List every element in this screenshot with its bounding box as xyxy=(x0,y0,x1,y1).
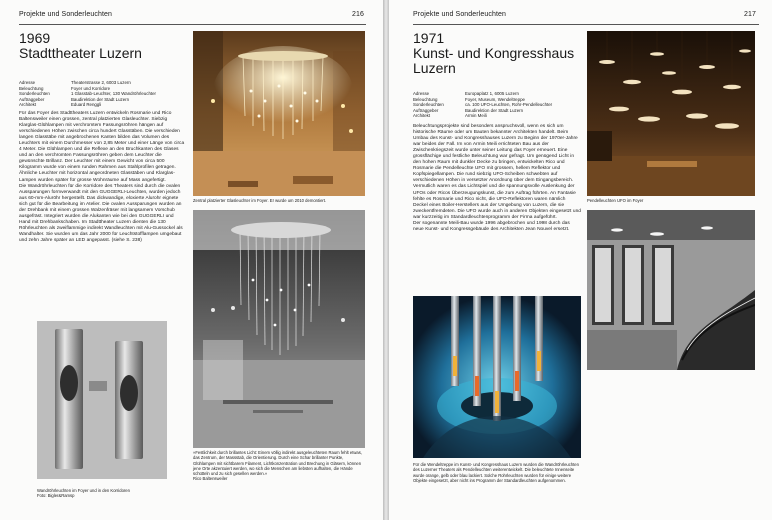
caption-top: Pendelleuchten UFO im Foyer xyxy=(587,198,644,203)
meta-row: Sonderleuchten 1 Glasstab-Leuchter, 130 Wandröhrleuchter xyxy=(19,91,157,97)
header-rule xyxy=(413,24,759,25)
running-header: Projekte und Sonderleuchten xyxy=(19,11,112,18)
page-number: 217 xyxy=(744,11,756,18)
project-title: Stadttheater Luzern xyxy=(19,45,142,61)
project-title: Kunst- und Kongresshaus Luzern xyxy=(413,45,575,76)
page-number: 216 xyxy=(352,11,364,18)
tube-pendants-photo xyxy=(413,296,581,458)
meta-row: Auftraggeber Baudirektion der Stadt Luzern xyxy=(413,107,524,113)
staircase-bw-photo xyxy=(587,210,755,370)
right-page xyxy=(389,0,772,520)
wall-tube-lights-photo xyxy=(37,321,167,479)
caption-bottom-left: Wandröhrleuchten im Foyer und in den Korridoren Foto: Bigler&Ramsp xyxy=(37,488,130,499)
meta-row: Adresse Theaterstrasse 2, 6003 Luzern xyxy=(19,80,131,85)
project-year: 1969 xyxy=(19,30,51,46)
body-text: Beleuchtungsprojekte sind besonders anspruchsvoll, wenn es sich um historische Räume oder um Bauten bekannter Architekten handelt. Beim Umbau des Kunst- und Kongresshauses Luzern zu Beginn der 1970er-Jahre war beides der Fall. Im von Armin Meili errichteten Bau aus der Zwischenkriegszeit wurde unter seiner Leitung das Foyer erneuert. Eine grossflächige und festliche Beleuchtung war gefragt. Um genügend Licht in den hohen Raum mit dunkler Decke zu bringen, entwickelten Rico und Rosmarie die Pendelleuchte UFO mit grossem, hellem Reflektor und Kopfspiegellampen. Die rund siebzig UFO-Scheiben schwebten auf verschiedenen Höhen in versetzter Anordnung über dem Eingangsbereich. Vermutlich waren es das Lichtspiel und die spannungsvolle Auslenkung der UFOs oder Ricos Überzeugungskunst, die zum Auftrag führten. An Fantasie fehlte es Rosmarie und Rico nicht, die UFO-Reflektoren waren nämlich Deckel eines Boiler-Herstellers aus der Umgebung von Luzern, die sie zweckentfremdeten. Die UFO wurde auch in anderen Objekten eingesetzt und war kurzzeitig im Standardleuchtenprogramm der Firma aufgeführt. Der sogenannte Meili-Bau wurde 1996 abgebrochen und 1998 durch das neue Kunst- und Kongressgebäude des Architekten Jean Nouvel ersetzt. xyxy=(413,124,581,232)
header-rule xyxy=(19,24,366,25)
meta-row: Sonderleuchten ca. 100 UFO-Leuchten, Rohr-Pendelleuchter xyxy=(413,102,553,108)
meta-row: Auftraggeber Baudirektion der Stadt Luzern xyxy=(19,96,130,102)
meta-row: Adresse Europaplatz 1, 6005 Luzern xyxy=(413,91,519,96)
project-meta xyxy=(19,80,189,108)
caption-top: Zentral platzierter Glasleuchter im Foyer. Er wurde um 2010 demontiert. xyxy=(193,198,327,203)
project-meta xyxy=(413,91,583,119)
chandelier-bw-photo xyxy=(193,210,365,448)
foyer-chandelier-photo xyxy=(193,31,365,196)
meta-row: Beleuchtung Foyer, Museum, Wendeltreppe xyxy=(413,96,525,102)
running-header: Projekte und Sonderleuchten xyxy=(413,11,506,18)
left-page xyxy=(0,0,383,520)
meta-row: Architekt Armin Meili xyxy=(413,113,487,119)
ufo-pendant-photo xyxy=(587,31,755,196)
body-text: Für das Foyer des Stadttheaters Luzern entwickeln Rosmarie und Rico Baltensweiler einen grossen, zentral platzierten Glasleuchter. Siebzig Klarglas-Glühlampen mit verchromtem Fassungsröhren hängen auf verschiedenen Höhen zwischen circa hundert Glasstäben. Die verschieden langen Glasstäbe mit angebrochenen Kanten bilden das Volumen des Leuchters mit einem Durchmesser von 2,85 Meter und einer Länge von circa 4 Meter. Die Glühlampen und die Reflexe an den Bruchkanten des Glases und an den verchromten Fassungsröhren geben dem Leuchter die gewünschte Brillanz. Der Leuchter mit einem Gewicht von circa 500 Kilogramm wurde von einem runden Rahmen aus Stahlprofilen getragen. Ähnliche Leuchter mit horizontal angeordneten Glasstäben und Klarglas-Lampen wurden später für grosse Wohnräume auf Mass angefertigt. Die Wandröhrleuchten für die Korridore des Theaters sind durch die ovalen Aussparungen formverwandt mit den GUGGERLI-Leuchten, wurden jedoch aus 60-mm-Aluröhr hergestellt. Das dickwandige, eloxierte Alurohr eignete sich gut für die Bearbeitung im Atelier. Die ovalen Aussparungen wurden an der Drehbank mit einem grossen Walzenfräser mit langsamem Vorschub ausgefräst. Integriert wurden die Alukanten wie bei den GUGGERLI und Hand mit Drehbankschaben. Im Stadttheater Luzern dienten die 130 Röhrleuchten als zweiflammige indirekt Wandleuchten mit Alu-Gussockel als Wandhalter. Sie wurden um das Jahr 2000 für Leuchtstofflampen umgebaut und zehn Jahre später an LED angepasst. (siehe S. 238) xyxy=(19,111,185,243)
caption-quote: »Festlichkeit durch brillantes Licht: Einem völlig indirekt ausgeleuchteten Raum fehlt etwas, das Zentrum, der Massstab, die Orientierung. Durch eine Schar brillanter Punkte, Glühlampen mit sichtbarem Filament, Lichtkonzentration und Brechung in Gläsern, können jene Orte akzentuiert werden, wo sich die Menschen am liebsten aufhalten, die Hände schütteln und zu sich gesellen werden.« Rico Baltensweiler xyxy=(193,450,362,482)
meta-row: Architekt Eduard Renggli xyxy=(19,102,102,108)
project-year: 1971 xyxy=(413,30,445,46)
caption-bottom: Für die Wendeltreppe im Kunst- und Kongresshaus Luzern wurden die Wandröhrleuchten des Luzerner Theaters als Pendelleuchten weiterentwickelt. Die beleuchtete Innenseite wurde orange, gelb oder blau lackiert. Solche Rohrleuchten wurden für einige weitere Objekte eingesetzt, aber nicht ins Programm der Standardleuchten aufgenommen. xyxy=(413,462,579,483)
meta-row: Beleuchtung Foyer und Korridore xyxy=(19,85,111,91)
